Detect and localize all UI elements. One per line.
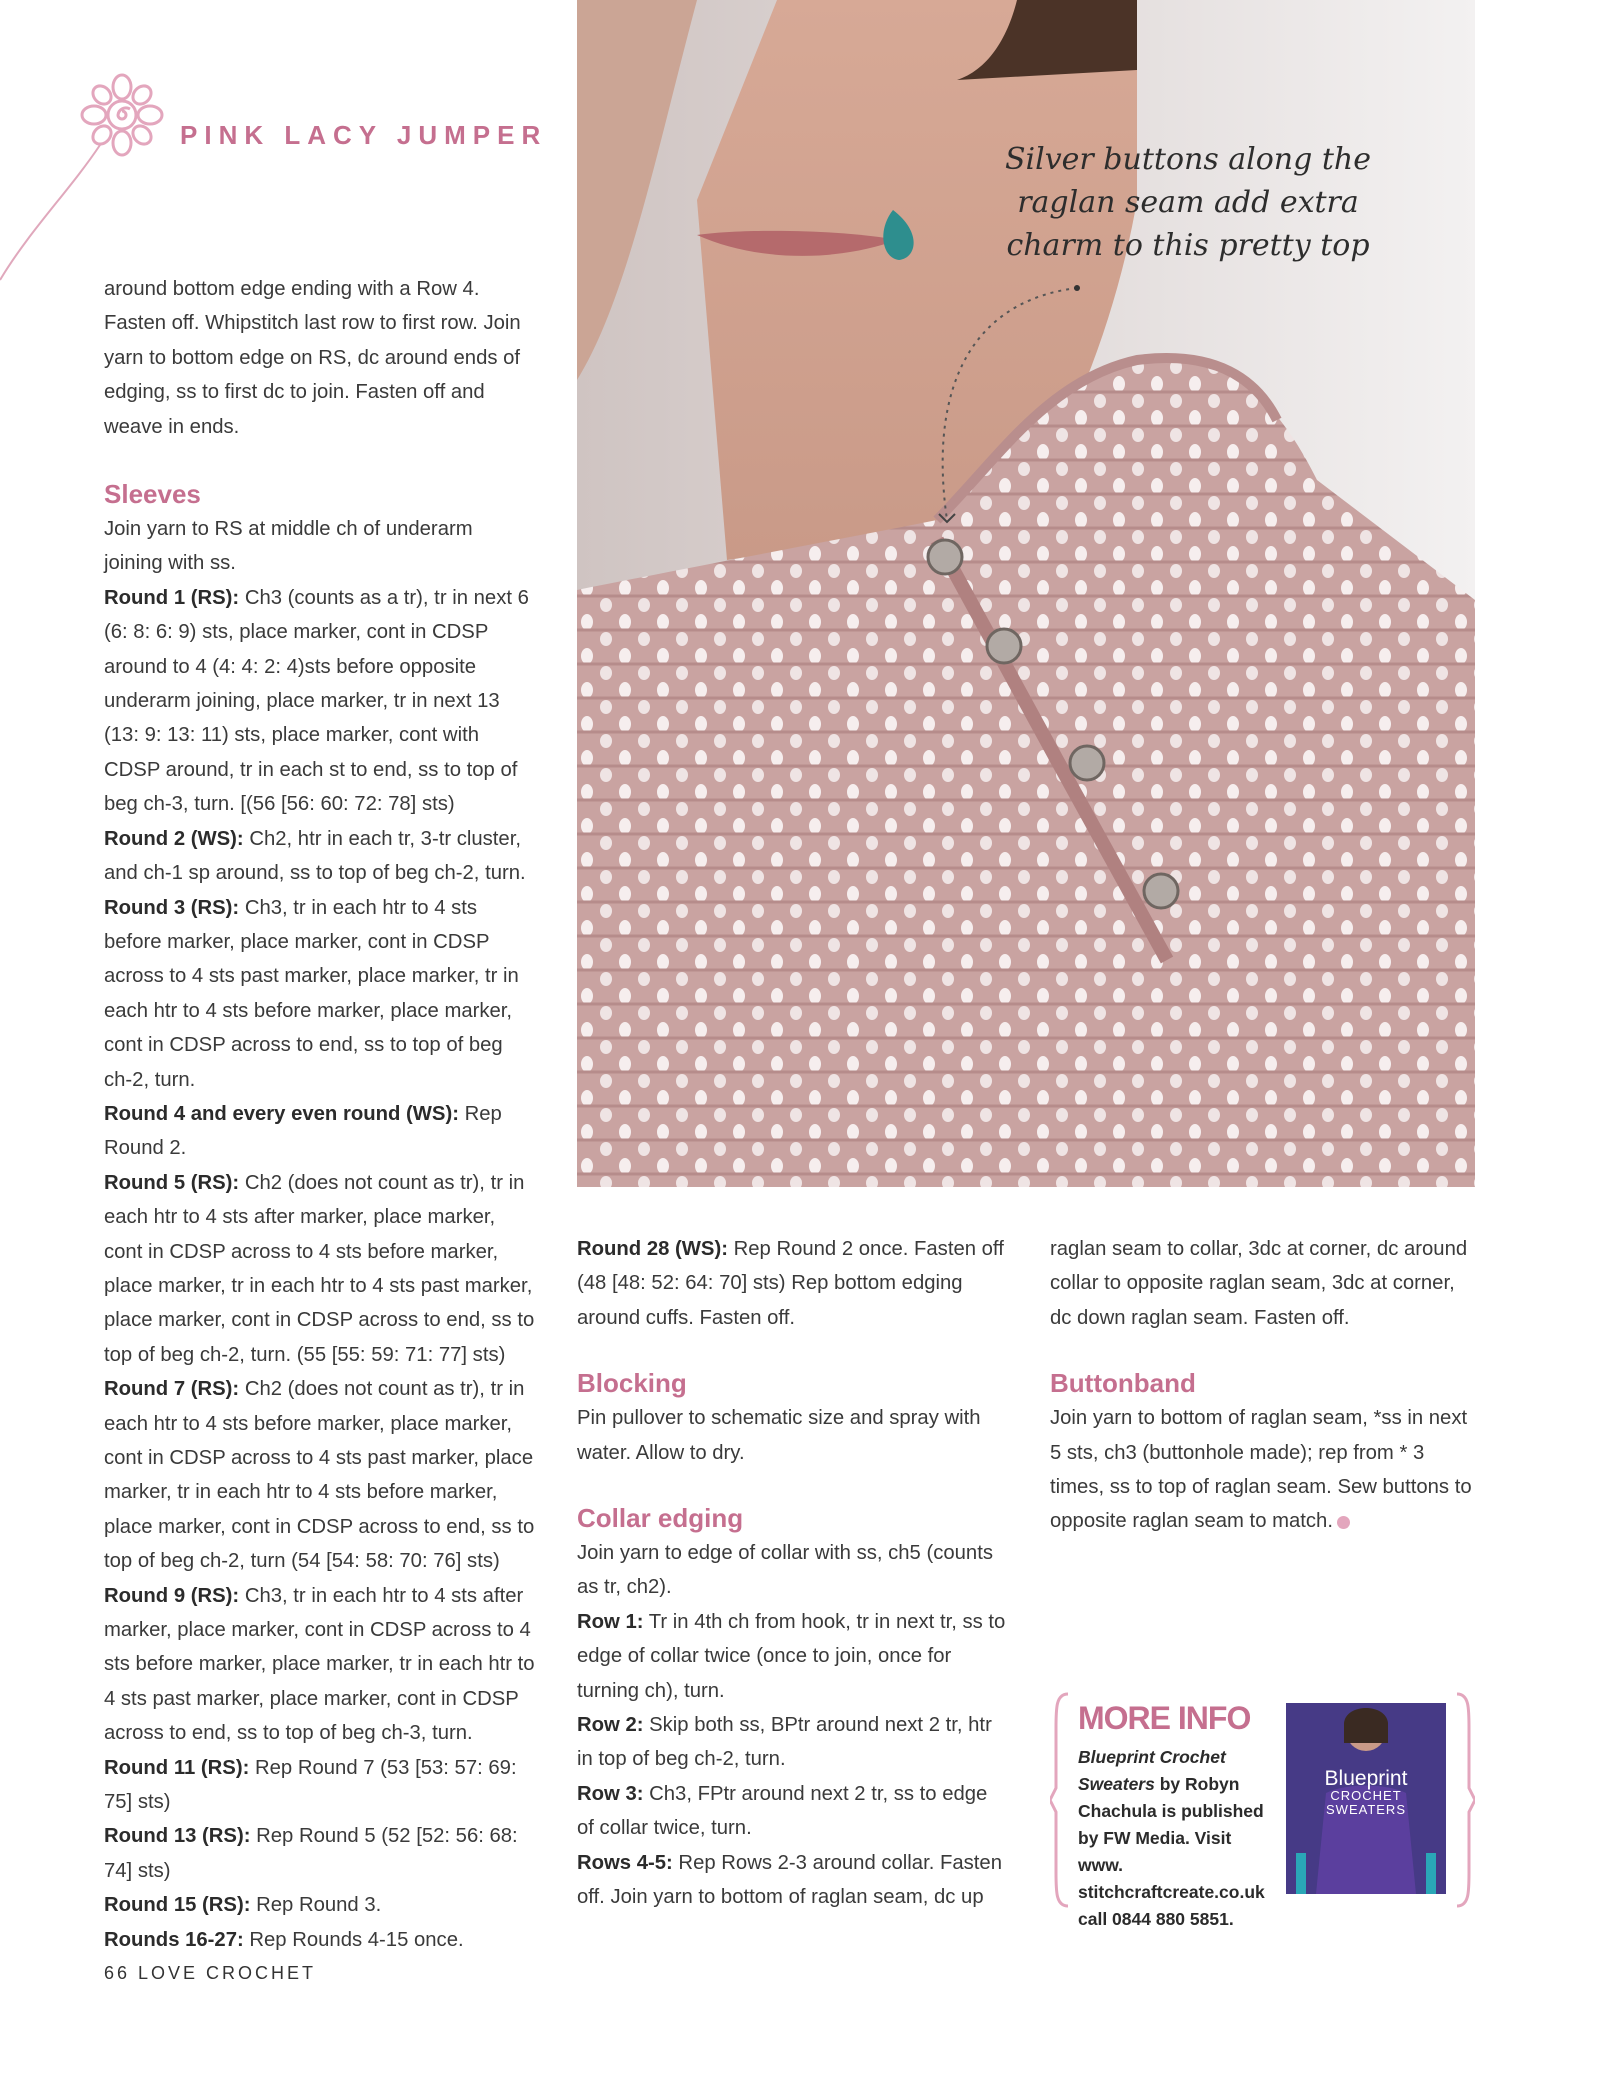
collar-continued: raglan seam to collar, 3dc at corner, dc around collar to opposite raglan seam, 3dc at corner, dc down raglan seam. Fasten off. bbox=[1050, 1238, 1468, 1329]
instruction-row: Row 3: Ch3, FPtr around next 2 tr, ss to edge of collar twice, turn. bbox=[577, 1782, 988, 1840]
intro-paragraph: around bottom edge ending with a Row 4. Fasten off. Whipstitch last row to first row. Join yarn to bottom edge on RS, dc around ends of edging, ss to first dc to join. Fasten off and weave in ends. bbox=[104, 278, 521, 438]
instruction-round: Round 13 (RS): Rep Round 5 (52 [52: 56: 68: 74] sts) bbox=[104, 1825, 518, 1882]
section-heading-buttonband: Buttonband bbox=[1050, 1368, 1196, 1399]
column-3 bbox=[1050, 1232, 1480, 1539]
more-info-box bbox=[1050, 1688, 1475, 1929]
section-heading-sleeves: Sleeves bbox=[104, 479, 201, 510]
instruction-round: Round 2 (WS): Ch2, htr in each tr, 3-tr cluster, and ch-1 sp around, ss to top of beg ch-2, turn. bbox=[104, 827, 526, 885]
article-title: PINK LACY JUMPER bbox=[180, 120, 548, 150]
instruction-round: Rounds 16-27: Rep Rounds 4-15 once. bbox=[104, 1928, 464, 1951]
blocking-text: Pin pullover to schematic size and spray with water. Allow to dry. bbox=[577, 1407, 981, 1464]
instruction-row: Row 2: Skip both ss, BPtr around next 2 tr, htr in top of beg ch-2, turn. bbox=[577, 1714, 992, 1771]
magazine-name: LOVE CROCHET bbox=[138, 1963, 317, 1983]
instruction-round: Round 7 (RS): Ch2 (does not count as tr), tr in each htr to 4 sts before marker, place marker, cont in CDSP across to 4 sts past marker, place marker, tr in each htr to 4 sts before marker, place marker, cont in CDSP across to end, ss to top of beg ch-2, turn (54 [54: 58: 70: 76] sts) bbox=[104, 1378, 535, 1573]
photo-caption: Silver buttons along the raglan seam add extra charm to this pretty top bbox=[1004, 142, 1371, 263]
instruction-round: Round 5 (RS): Ch2 (does not count as tr), tr in each htr to 4 sts after marker, place marker, cont in CDSP across to 4 sts before marker, place marker, tr in each htr to 4 sts past marker, place marker, cont in CDSP across to end, ss to top of beg ch-2, turn. (55 [55: 59: 71: 77] sts) bbox=[104, 1171, 535, 1366]
book-cover-title: Blueprint CROCHET SWEATERS bbox=[1324, 1767, 1408, 1817]
instruction-row: Row 1: Tr in 4th ch from hook, tr in next tr, ss to edge of collar twice (once to join, once for turning ch), turn. bbox=[577, 1610, 1006, 1702]
page-number: 66 bbox=[104, 1963, 131, 1983]
book-cover bbox=[1286, 1703, 1446, 1894]
instruction-round: Round 9 (RS): Ch3, tr in each htr to 4 sts after marker, place marker, cont in CDSP across to 4 sts before marker, place marker, tr in each htr to 4 sts past marker, place marker, cont in CDSP across to end, ss to top of beg ch-3, turn. bbox=[104, 1584, 535, 1745]
section-heading-blocking: Blocking bbox=[577, 1368, 687, 1399]
instruction-round: Round 3 (RS): Ch3, tr in each htr to 4 sts before marker, place marker, cont in CDSP across to 4 sts past marker, place marker, tr in each htr to 4 sts before marker, place marker, cont in CDSP across to end, ss to top of beg ch-2, turn. bbox=[104, 896, 519, 1091]
instruction-round: Round 28 (WS): Rep Round 2 once. Fasten off (48 [48: 52: 64: 70] sts) Rep bottom edging around cuffs. Fasten off. bbox=[577, 1238, 1004, 1329]
more-info-title: MORE INFO bbox=[1078, 1700, 1251, 1736]
collar-intro: Join yarn to edge of collar with ss, ch5 (counts as tr, ch2). bbox=[577, 1542, 993, 1599]
buttonband-text: Join yarn to bottom of raglan seam, *ss in next 5 sts, ch3 (buttonhole made); rep from * 3 times, ss to top of raglan seam. Sew buttons to opposite raglan seam to match. bbox=[1050, 1407, 1472, 1533]
more-info-text: Blueprint Crochet Sweaters by Robyn Chachula is published by FW Media. Visit www. stitchcraftcreate.co.uk call 0844 880 5851. bbox=[1078, 1747, 1265, 1929]
instruction-round: Round 1 (RS): Ch3 (counts as a tr), tr in next 6 (6: 8: 6: 9) sts, place marker, cont in CDSP around to 4 (4: 4: 2: 4)sts before opposite underarm joining, place marker, tr in next 13 (13: 9: 13: 11) sts, place marker, cont with CDSP around, tr in each st to end, ss to top of beg ch-3, turn. [(56 [56: 60: 72: 78] sts) bbox=[104, 586, 529, 816]
column-1 bbox=[104, 272, 536, 1957]
page-footer bbox=[104, 1963, 324, 1984]
end-mark-icon bbox=[1337, 1516, 1350, 1529]
section-heading-collar-edging: Collar edging bbox=[577, 1503, 744, 1534]
instruction-round: Round 15 (RS): Rep Round 3. bbox=[104, 1894, 382, 1917]
instruction-round: Round 11 (RS): Rep Round 7 (53 [53: 57: 69: 75] sts) bbox=[104, 1756, 517, 1814]
instruction-row: Rows 4-5: Rep Rows 2-3 around collar. Fasten off. Join yarn to bottom of raglan seam, dc up bbox=[577, 1851, 1002, 1909]
sleeves-intro: Join yarn to RS at middle ch of underarm joining with ss. bbox=[104, 518, 473, 575]
column-2 bbox=[577, 1232, 1009, 1915]
flower-ornament bbox=[0, 60, 180, 300]
instruction-round: Round 4 and every even round (WS): Rep Round 2. bbox=[104, 1102, 502, 1160]
